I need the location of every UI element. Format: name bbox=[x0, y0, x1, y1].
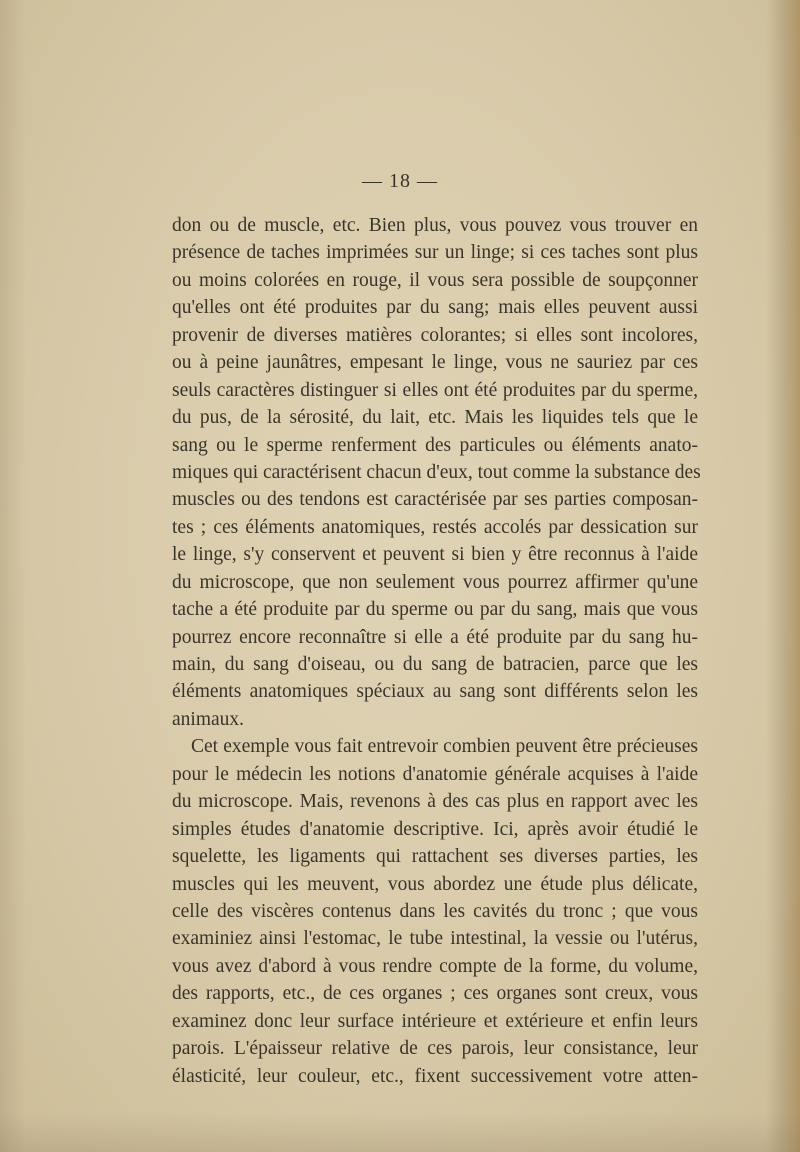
text-line: celle des viscères contenus dans les cavités du tronc ; que vous bbox=[172, 900, 698, 922]
text-line: muscles ou des tendons est caractérisée par ses parties composan- bbox=[172, 489, 698, 511]
text-line: présence de taches imprimées sur un linge; si ces taches sont plus bbox=[172, 242, 698, 264]
text-line: du microscope, que non seulement vous pourrez affirmer qu'une bbox=[172, 571, 698, 593]
text-line: pour le médecin les notions d'anatomie générale acquises à l'aide bbox=[172, 763, 698, 785]
page-bottom-shadow bbox=[0, 1112, 800, 1152]
text-line: pourrez encore reconnaître si elle a été produite par du sang hu- bbox=[172, 626, 698, 648]
text-line: Cet exemple vous fait entrevoir combien peuvent être précieuses bbox=[191, 736, 698, 758]
text-line: du microscope. Mais, revenons à des cas plus en rapport avec les bbox=[172, 791, 698, 813]
text-line: ou à peine jaunâtres, empesant le linge, vous ne sauriez par ces bbox=[172, 352, 698, 374]
text-line: seuls caractères distinguer si elles ont été produites par du sperme, bbox=[172, 379, 698, 401]
text-line: qu'elles ont été produites par du sang; mais elles peuvent aussi bbox=[172, 297, 698, 319]
page-number: — 18 — bbox=[362, 170, 438, 192]
text-line: simples études d'anatomie descriptive. Ici, après avoir étudié le bbox=[172, 818, 698, 840]
text-line: éléments anatomiques spéciaux au sang sont différents selon les bbox=[172, 681, 698, 703]
text-line: examinez donc leur surface intérieure et extérieure et enfin leurs bbox=[172, 1010, 698, 1032]
text-line: squelette, les ligaments qui rattachent ses diverses parties, les bbox=[172, 846, 698, 868]
text-line: élasticité, leur couleur, etc., fixent successivement votre atten- bbox=[172, 1065, 698, 1087]
text-line: tes ; ces éléments anatomiques, restés accolés par dessication sur bbox=[172, 516, 698, 538]
text-line: du pus, de la sérosité, du lait, etc. Mais les liquides tels que le bbox=[172, 407, 698, 429]
text-line: le linge, s'y conservent et peuvent si bien y être reconnus à l'aide bbox=[172, 544, 698, 566]
text-line: main, du sang d'oiseau, ou du sang de batracien, parce que les bbox=[172, 654, 698, 675]
text-line: muscles qui les meuvent, vous abordez une étude plus délicate, bbox=[172, 873, 698, 895]
body-text bbox=[172, 212, 701, 1090]
text-line: miques qui caractérisent chacun d'eux, tout comme la substance des bbox=[172, 461, 701, 483]
text-line: animaux. bbox=[172, 708, 245, 730]
text-line: sang ou le sperme renferment des particules ou éléments anato- bbox=[172, 434, 698, 456]
text-line: tache a été produite par du sperme ou par du sang, mais que vous bbox=[172, 599, 698, 621]
text-line: provenir de diverses matières colorantes; si elles sont incolores, bbox=[172, 324, 698, 346]
text-line: ou moins colorées en rouge, il vous sera possible de soupçonner bbox=[172, 269, 698, 291]
text-line: des rapports, etc., de ces organes ; ces organes sont creux, vous bbox=[172, 983, 698, 1005]
text-line: vous avez d'abord à vous rendre compte de la forme, du volume, bbox=[172, 955, 698, 977]
text-line: don ou de muscle, etc. Bien plus, vous pouvez vous trouver en bbox=[172, 215, 698, 236]
text-line: examiniez ainsi l'estomac, le tube intestinal, la vessie ou l'utérus, bbox=[172, 928, 698, 950]
text-line: parois. L'épaisseur relative de ces parois, leur consistance, leur bbox=[172, 1038, 698, 1060]
